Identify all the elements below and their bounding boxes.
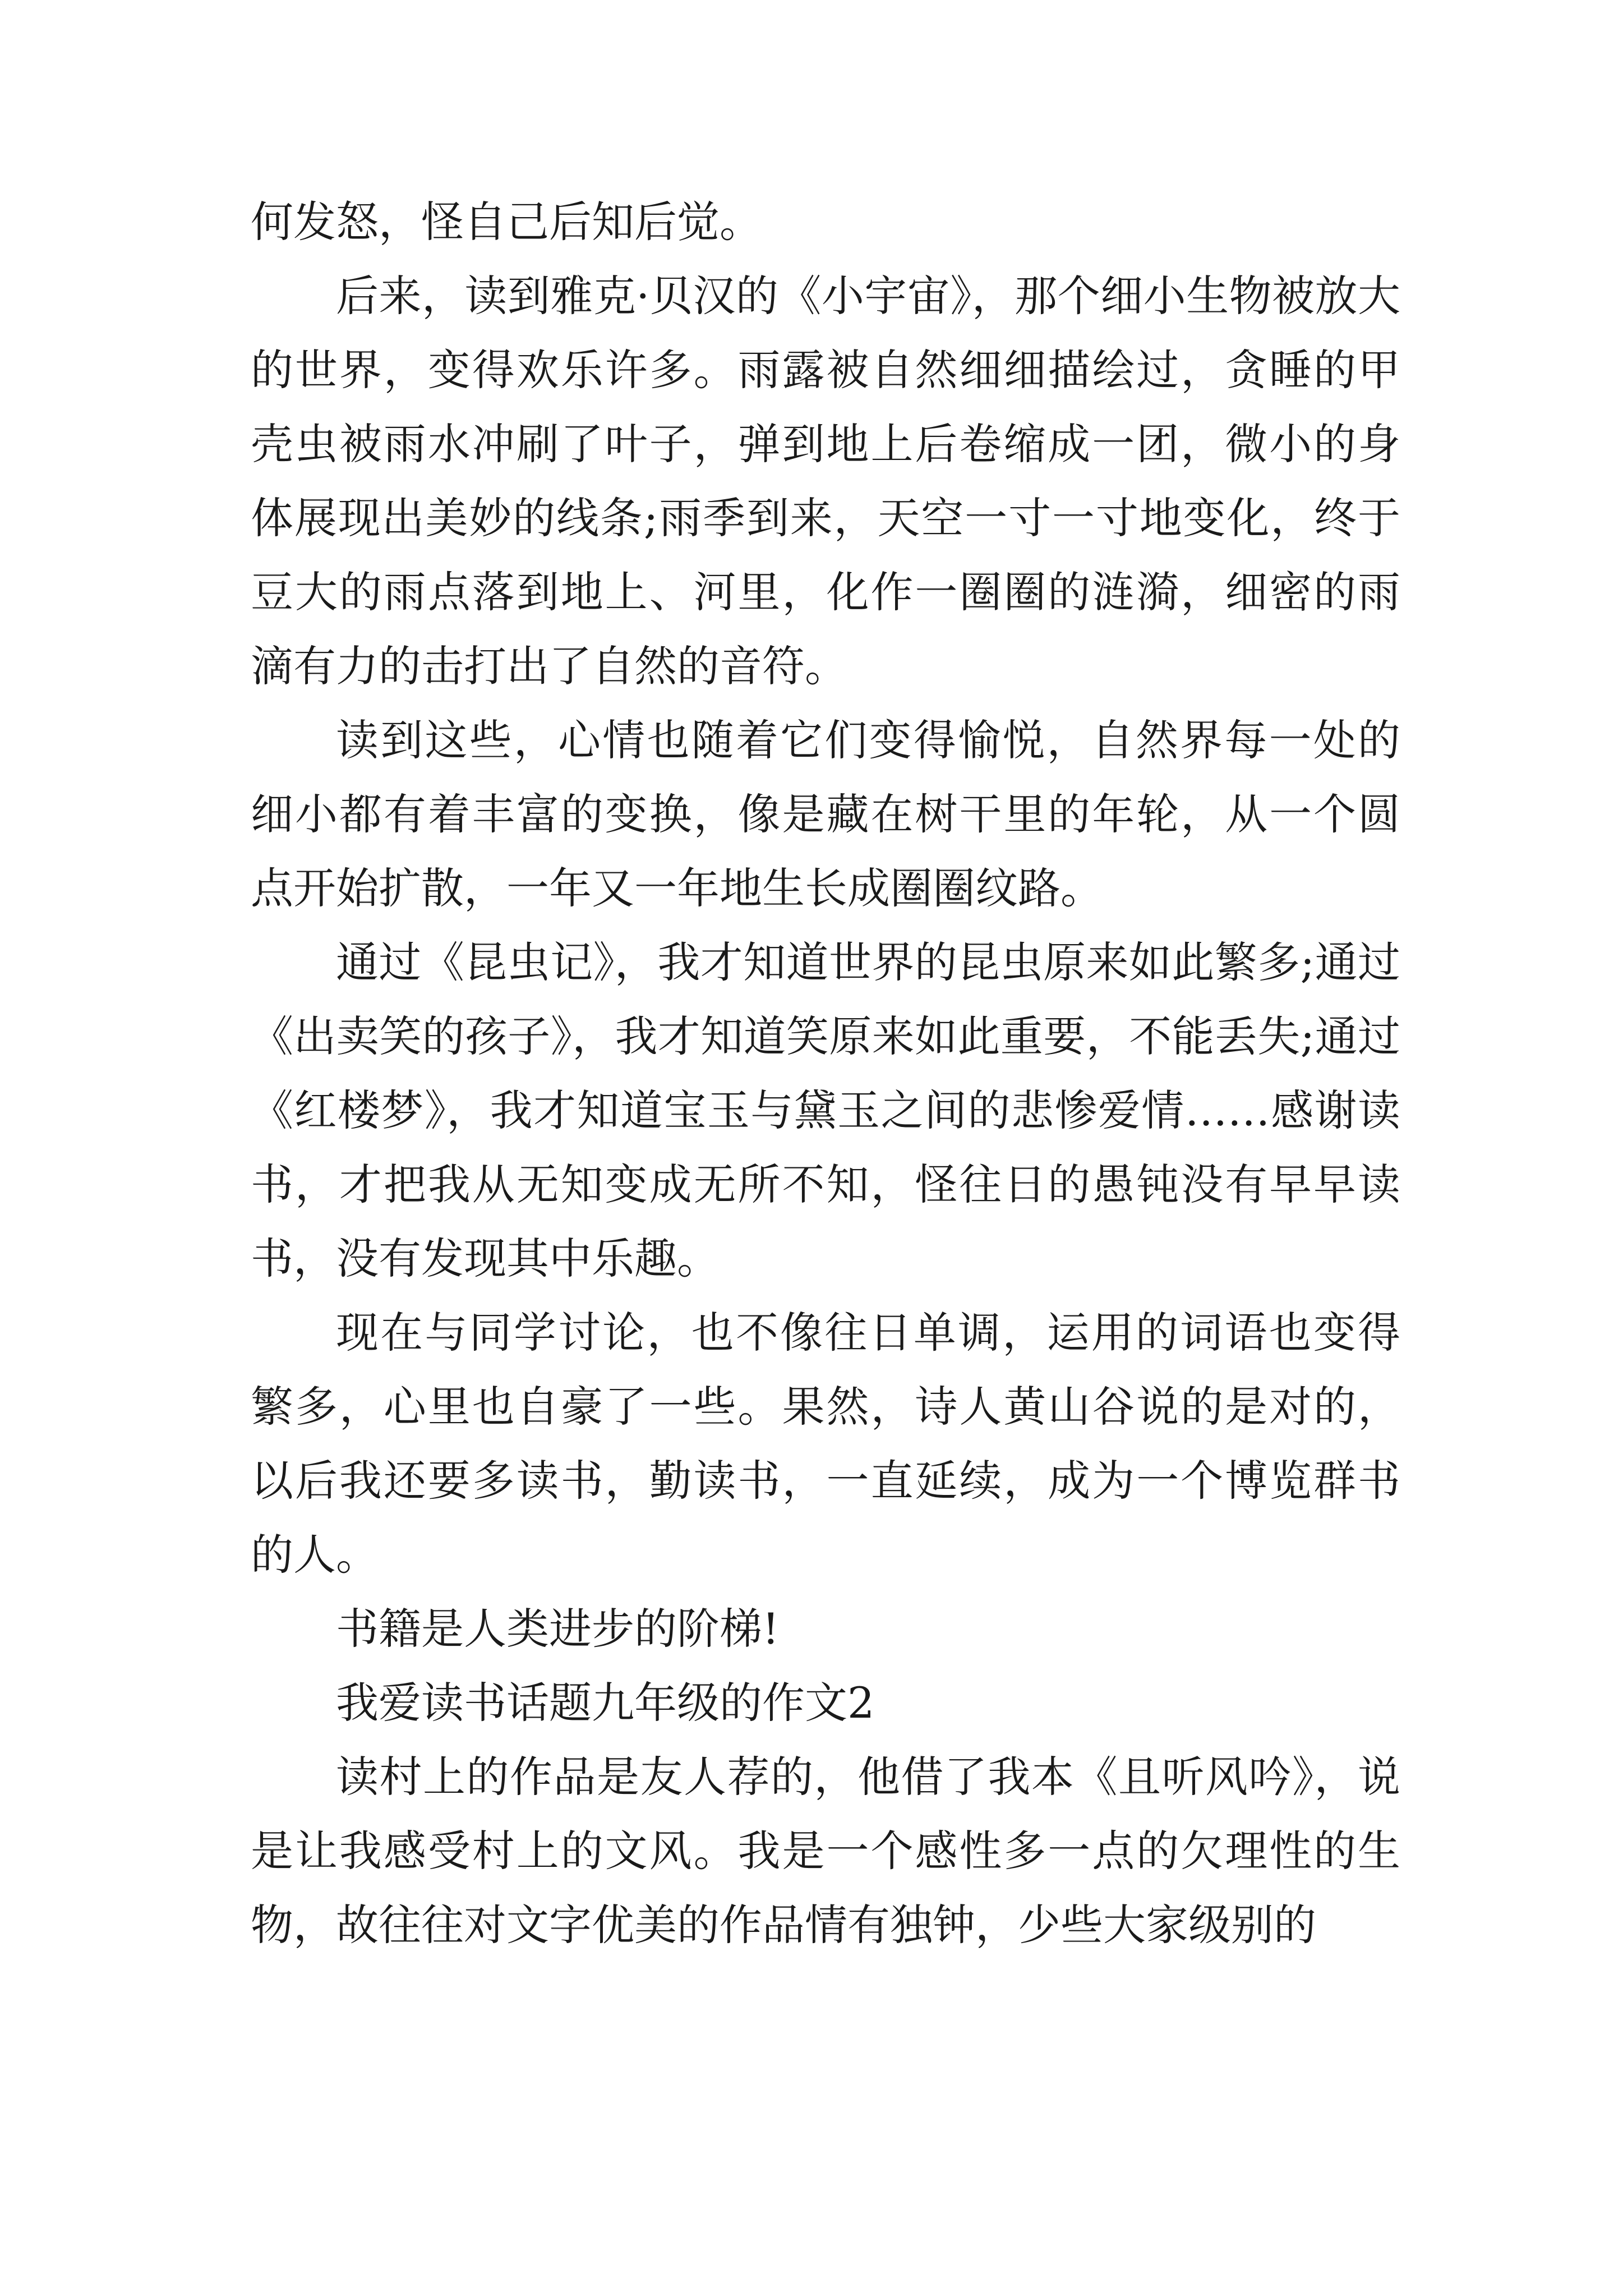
paragraph-motto: 书籍是人类进步的阶梯! [336,1604,780,1654]
paragraph-books-learned: 通过《昆虫记》，我才知道世界的昆虫原来如此繁多;通过《出卖笑的孩子》，我才知道笑原来如此重要，不能丢失;通过《红楼梦》，我才知道宝玉与黛玉之间的悲惨爱情……感谢读书，才把我从无知变成无所不知，怪往日的愚钝没有早早读书，没有发现其中乐趣。 [251,937,1400,1283]
essay-heading: 我爱读书话题九年级的作文2 [336,1678,875,1728]
paragraph-continued: 何发怒，怪自己后知后觉。 [251,197,762,247]
paragraph-reading-joy: 读到这些，心情也随着它们变得愉悦，自然界每一处的细小都有着丰富的变换，像是藏在树干里的年轮，从一个圆点开始扩散，一年又一年地生长成圈圈纹路。 [251,715,1400,913]
document-body [251,185,1400,1962]
paragraph-microcosmos: 后来，读到雅克·贝汉的《小宇宙》，那个细小生物被放大的世界，变得欢乐许多。雨露被自然细细描绘过，贪睡的甲壳虫被雨水冲刷了叶子，弹到地上后卷缩成一团，微小的身体展现出美妙的线条;雨季到来，天空一寸一寸地变化，终于豆大的雨点落到地上、河里，化作一圈圈的涟漪，细密的雨滴有力的击打出了自然的音符。 [251,271,1400,691]
paragraph-discussion: 现在与同学讨论，也不像往日单调，运用的词语也变得繁多，心里也自豪了一些。果然，诗人黄山谷说的是对的，以后我还要多读书，勤读书，一直延续，成为一个博览群书的人。 [251,1308,1400,1580]
paragraph-murakami: 读村上的作品是友人荐的，他借了我本《且听风吟》，说是让我感受村上的文风。我是一个感性多一点的欠理性的生物，故往往对文字优美的作品情有独钟，少些大家级别的 [251,1752,1400,1950]
